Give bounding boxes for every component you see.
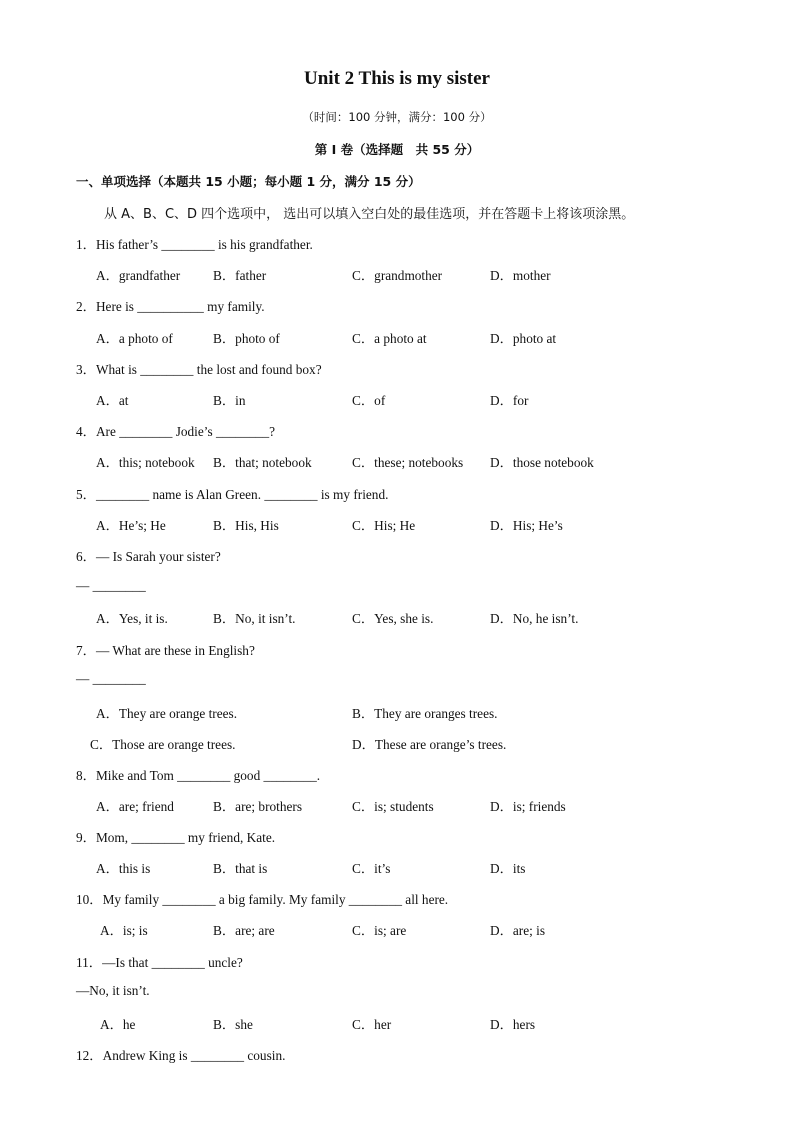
question-4-stem: 4．Are ________ Jodie’s ________?: [76, 424, 276, 439]
question-7-option-c: C．Those are orange trees.: [90, 737, 236, 752]
question-6-option-b: B．No, it isn’t.: [213, 611, 296, 626]
question-11-option-c: C．her: [352, 1017, 392, 1032]
question-11-option-b: B．she: [213, 1017, 253, 1032]
question-8-option-b: B．are; brothers: [213, 799, 302, 814]
question-3-option-c: C．of: [352, 393, 386, 408]
question-6-option-a: A．Yes, it is.: [96, 611, 168, 626]
question-6-option-d: D．No, he isn’t.: [490, 611, 579, 626]
question-2-option-c: C．a photo at: [352, 331, 427, 346]
question-2-option-d: D．photo at: [490, 331, 557, 346]
question-5-stem: 5．________ name is Alan Green. ________ is my friend.: [76, 487, 389, 502]
question-10-option-a: A．is; is: [100, 923, 148, 938]
part-title: 第 I 卷（选择题 共 55 分）: [314, 142, 480, 157]
question-8-stem: 8．Mike and Tom ________ good ________.: [76, 768, 321, 783]
question-11-stem: 11．—Is that ________ uncle?: [76, 955, 243, 970]
question-1-option-c: C．grandmother: [352, 268, 443, 283]
question-2-option-a: A．a photo of: [96, 331, 173, 346]
question-11-answer-line: —No, it isn’t.: [76, 983, 150, 998]
question-1-option-d: D．mother: [490, 268, 551, 283]
question-7-stem: 7．— What are these in English?: [76, 643, 255, 658]
question-5-option-c: C．His; He: [352, 518, 416, 533]
question-9-option-c: C．it’s: [352, 861, 391, 876]
question-5-option-b: B．His, His: [213, 518, 279, 533]
question-8-option-d: D．is; friends: [490, 799, 566, 814]
page-title: Unit 2 This is my sister: [304, 68, 490, 89]
question-5-option-d: D．His; He’s: [490, 518, 563, 533]
question-10-option-c: C．is; are: [352, 923, 407, 938]
question-6-option-c: C．Yes, she is.: [352, 611, 434, 626]
question-1-option-b: B．father: [213, 268, 267, 283]
question-10-option-d: D．are; is: [490, 923, 546, 938]
question-11-option-a: A．he: [100, 1017, 136, 1032]
question-5-option-a: A．He’s; He: [96, 518, 166, 533]
question-1-stem: 1．His father’s ________ is his grandfather.: [76, 237, 313, 252]
question-9-option-a: A．this is: [96, 861, 151, 876]
question-9-option-d: D．its: [490, 861, 526, 876]
exam-info: （时间：100 分钟，满分：100 分）: [302, 110, 492, 124]
question-3-option-d: D．for: [490, 393, 529, 408]
question-1-option-a: A．grandfather: [96, 268, 181, 283]
question-3-option-b: B．in: [213, 393, 246, 408]
question-7-option-b: B．They are oranges trees.: [352, 706, 498, 721]
question-7-option-a: A．They are orange trees.: [96, 706, 238, 721]
question-6-stem: 6．— Is Sarah your sister?: [76, 549, 221, 564]
question-10-stem: 10．My family ________ a big family. My family ________ all here.: [76, 892, 449, 907]
question-4-option-d: D．those notebook: [490, 455, 594, 470]
question-7-option-d: D．These are orange’s trees.: [352, 737, 507, 752]
question-4-option-c: C．these; notebooks: [352, 455, 464, 470]
question-9-option-b: B．that is: [213, 861, 268, 876]
question-3-option-a: A．at: [96, 393, 129, 408]
question-7-answer-line: — ________: [76, 671, 146, 686]
question-2-stem: 2．Here is __________ my family.: [76, 299, 265, 314]
question-3-stem: 3．What is ________ the lost and found box?: [76, 362, 322, 377]
question-11-option-d: D．hers: [490, 1017, 536, 1032]
question-4-option-a: A．this; notebook: [96, 455, 195, 470]
question-8-option-c: C．is; students: [352, 799, 434, 814]
question-9-stem: 9．Mom, ________ my friend, Kate.: [76, 830, 276, 845]
question-12-stem: 12．Andrew King is ________ cousin.: [76, 1048, 286, 1063]
question-4-option-b: B．that; notebook: [213, 455, 312, 470]
question-6-answer-line: — ________: [76, 578, 146, 593]
question-10-option-b: B．are; are: [213, 923, 275, 938]
question-8-option-a: A．are; friend: [96, 799, 174, 814]
question-2-option-b: B．photo of: [213, 331, 280, 346]
instruction: 从 A、B、C、D 四个选项中， 选出可以填入空白处的最佳选项，并在答题卡上将该项涂黑。: [104, 207, 635, 222]
section-heading: 一、单项选择（本题共 15 小题；每小题 1 分，满分 15 分）: [76, 174, 421, 189]
